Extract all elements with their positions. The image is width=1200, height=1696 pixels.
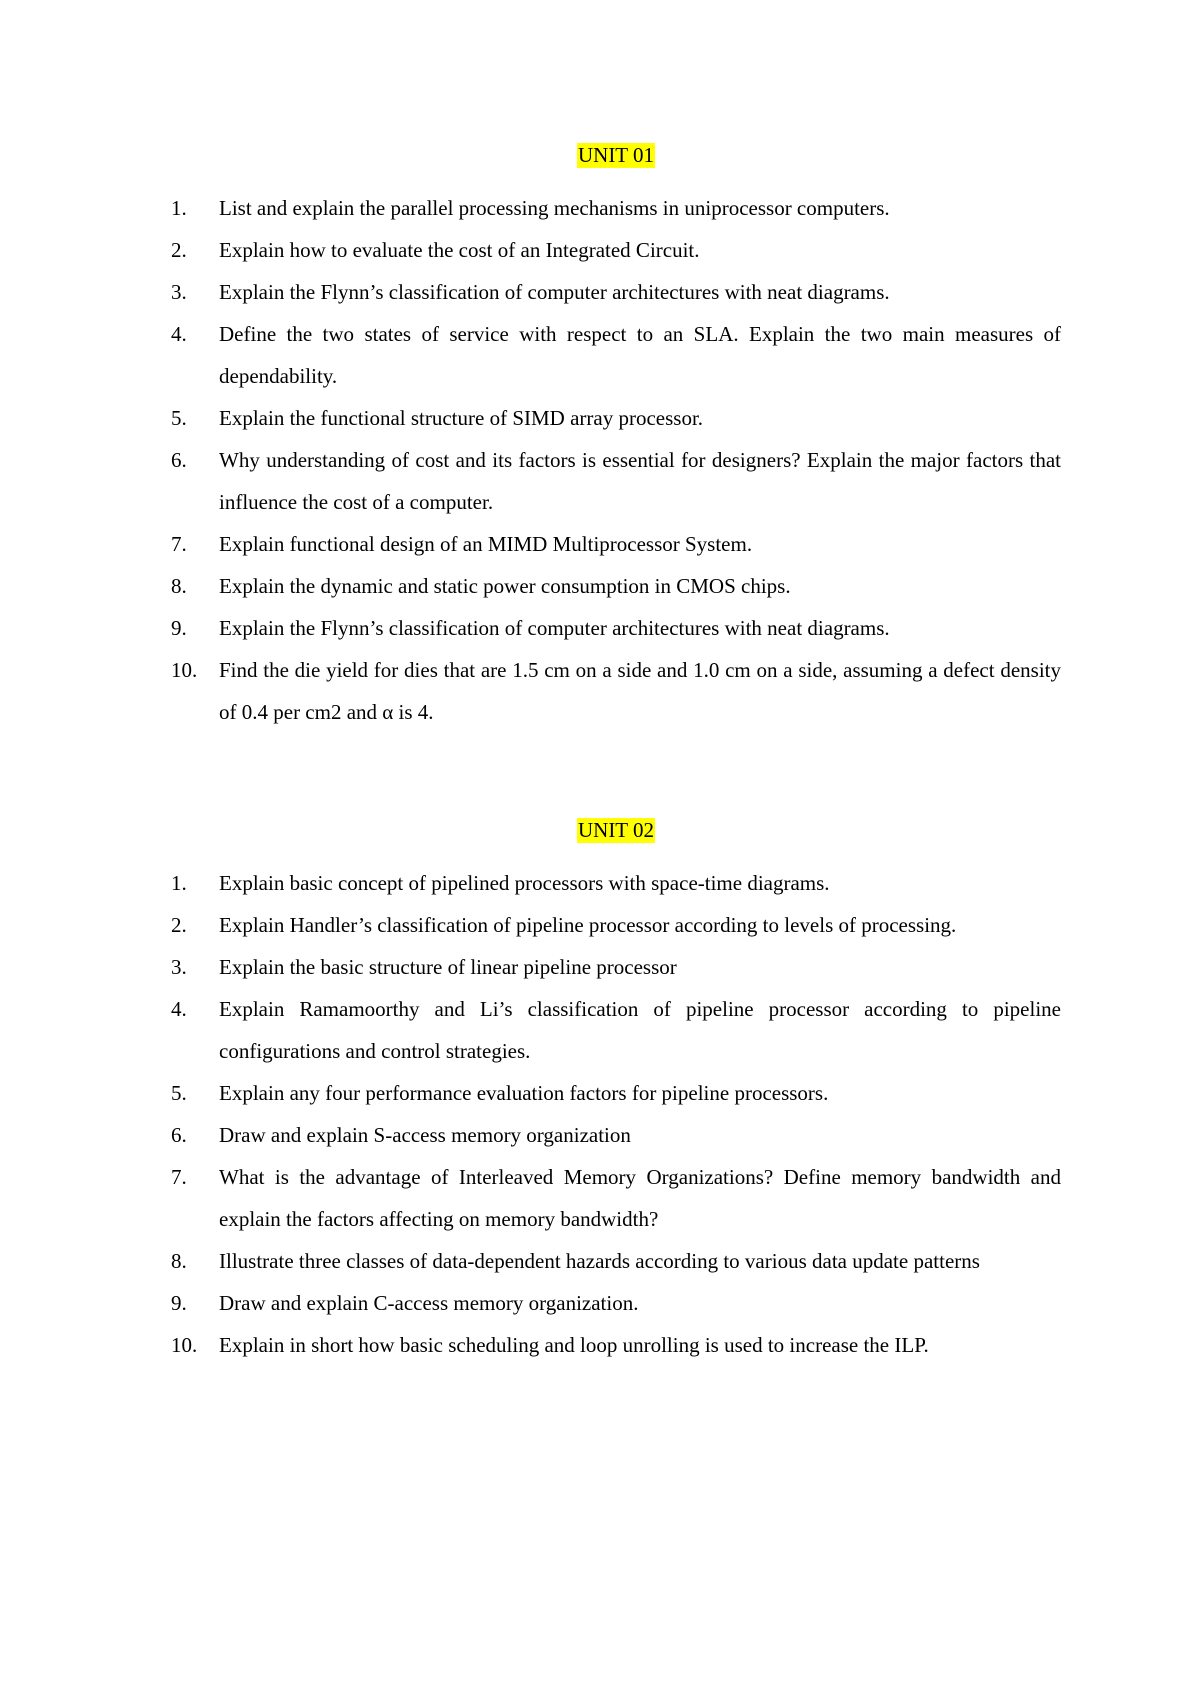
question-number: 1.	[171, 196, 187, 220]
question-item	[171, 1240, 1061, 1282]
question-item	[171, 1072, 1061, 1114]
question-item	[171, 229, 1061, 271]
question-number: 4.	[171, 997, 187, 1021]
unit-01-heading: UNIT 01	[577, 143, 655, 167]
question-text: Find the die yield for dies that are 1.5 cm on a side and 1.0 cm on a side, assuming a defect density of 0.4 per cm2 and α is 4.	[219, 658, 1061, 724]
question-text: Explain functional design of an MIMD Multiprocessor System.	[219, 532, 753, 556]
question-number: 3.	[171, 955, 187, 979]
question-text: Draw and explain S-access memory organization	[219, 1123, 631, 1147]
question-text: Explain the functional structure of SIMD array processor.	[219, 406, 704, 430]
question-number: 7.	[171, 1165, 187, 1189]
question-number: 6.	[171, 448, 187, 472]
question-text: Explain Handler’s classification of pipeline processor according to levels of processing.	[219, 913, 957, 937]
question-text: Explain any four performance evaluation factors for pipeline processors.	[219, 1081, 829, 1105]
question-item	[171, 988, 1061, 1072]
unit-01-section	[171, 143, 1061, 733]
question-item	[171, 649, 1061, 733]
question-number: 6.	[171, 1123, 187, 1147]
question-text: Explain the Flynn’s classification of computer architectures with neat diagrams.	[219, 616, 890, 640]
question-text: Define the two states of service with respect to an SLA. Explain the two main measures of dependability.	[219, 322, 1061, 388]
question-number: 7.	[171, 532, 187, 556]
question-text: Draw and explain C-access memory organization.	[219, 1291, 639, 1315]
unit-01-question-list	[171, 187, 1061, 733]
question-item	[171, 607, 1061, 649]
question-text: What is the advantage of Interleaved Memory Organizations? Define memory bandwidth and explain the factors affecting on memory bandwidth?	[219, 1165, 1061, 1231]
question-item	[171, 904, 1061, 946]
question-number: 2.	[171, 913, 187, 937]
question-item	[171, 1282, 1061, 1324]
question-item	[171, 862, 1061, 904]
question-item	[171, 313, 1061, 397]
question-number: 5.	[171, 1081, 187, 1105]
question-item	[171, 946, 1061, 988]
unit-02-question-list	[171, 862, 1061, 1366]
question-number: 8.	[171, 1249, 187, 1273]
question-text: Explain Ramamoorthy and Li’s classification of pipeline processor according to pipeline configurations and control strategies.	[219, 997, 1061, 1063]
unit-02-section	[171, 818, 1061, 1366]
question-item	[171, 187, 1061, 229]
question-number: 9.	[171, 1291, 187, 1315]
unit-02-heading-container	[171, 818, 1061, 852]
question-number: 3.	[171, 280, 187, 304]
question-text: Explain how to evaluate the cost of an Integrated Circuit.	[219, 238, 700, 262]
question-text: Explain the basic structure of linear pipeline processor	[219, 955, 677, 979]
question-text: Illustrate three classes of data-dependent hazards according to various data update patterns	[219, 1249, 980, 1273]
unit-02-heading: UNIT 02	[577, 818, 655, 842]
question-number: 1.	[171, 871, 187, 895]
question-text: Explain basic concept of pipelined processors with space-time diagrams.	[219, 871, 830, 895]
question-text: Explain the dynamic and static power consumption in CMOS chips.	[219, 574, 791, 598]
question-item	[171, 1156, 1061, 1240]
question-number: 10.	[171, 658, 198, 682]
question-text: Explain the Flynn’s classification of computer architectures with neat diagrams.	[219, 280, 890, 304]
question-item	[171, 1324, 1061, 1366]
question-number: 4.	[171, 322, 187, 346]
question-item	[171, 1114, 1061, 1156]
question-item	[171, 397, 1061, 439]
question-item	[171, 523, 1061, 565]
question-item	[171, 439, 1061, 523]
question-number: 2.	[171, 238, 187, 262]
unit-01-heading-container	[171, 143, 1061, 177]
question-text: Explain in short how basic scheduling and loop unrolling is used to increase the ILP.	[219, 1333, 929, 1357]
question-text: Why understanding of cost and its factors is essential for designers? Explain the major factors that influence the cost of a computer.	[219, 448, 1061, 514]
question-item	[171, 565, 1061, 607]
question-number: 5.	[171, 406, 187, 430]
question-number: 9.	[171, 616, 187, 640]
question-item	[171, 271, 1061, 313]
question-number: 8.	[171, 574, 187, 598]
question-number: 10.	[171, 1333, 198, 1357]
question-text: List and explain the parallel processing mechanisms in uniprocessor computers.	[219, 196, 890, 220]
